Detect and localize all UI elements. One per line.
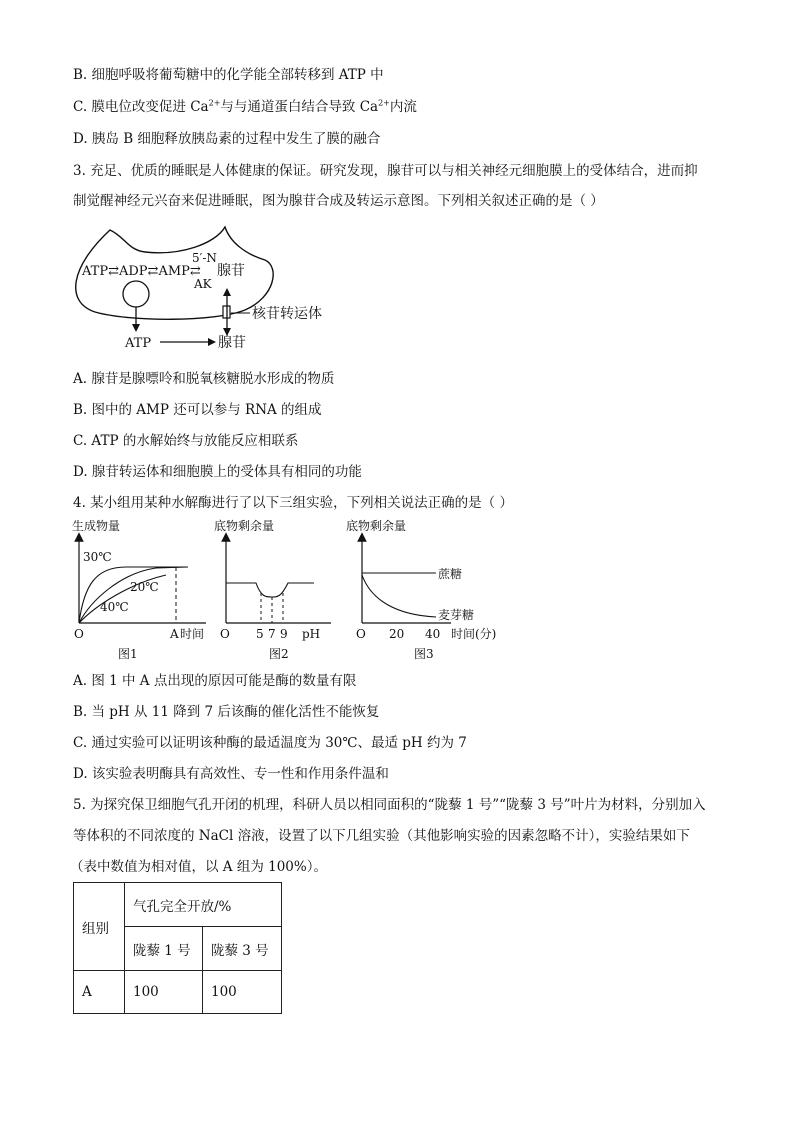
cell-longli-3: 100: [203, 971, 282, 1014]
option-3a: A. 腺苷是腺嘌呤和脱氧核糖脱水形成的物质: [73, 371, 335, 387]
question-5-stem-line1: 5. 为探究保卫细胞气孔开闭的机理，科研人员以相同面积的“陇藜 1 号”“陇藜 3 号”叶片为材料，分别加入: [73, 797, 706, 813]
fig3-ylabel: 底物剩余量: [346, 519, 407, 533]
fig2-ylabel: 底物剩余量: [214, 519, 275, 533]
option-3c: C. ATP 的水解始终与放能反应相联系: [73, 433, 299, 449]
enzyme-ak-label: AK: [194, 277, 212, 291]
fig3-series-maltose: 麦芽糖: [438, 608, 475, 622]
fig1-ylabel: 生成物量: [72, 519, 121, 533]
figure-1: [72, 518, 206, 661]
header-longli-1: 陇藜 1 号: [125, 927, 203, 971]
enzyme-5n-label: 5′-N: [192, 251, 217, 265]
fig1-caption: 图1: [118, 647, 138, 661]
fig3-series-sucrose: 蔗糖: [438, 567, 463, 581]
fig2-caption: 图2: [269, 647, 289, 661]
option-4a: A. 图 1 中 A 点出现的原因可能是酶的数量有限: [73, 673, 357, 689]
fig3-maltose-curve: [362, 575, 436, 617]
curve-20c: [79, 567, 188, 623]
question-3-stem-line2: 制觉醒神经元兴奋来促进睡眠，图为腺苷合成及转运示意图。下列相关叙述正确的是（ ）: [73, 193, 604, 209]
fig3-caption: 图3: [414, 647, 434, 661]
cell-group: A: [74, 971, 125, 1014]
adenosine-diagram: [70, 222, 360, 357]
option-2b: B. 细胞呼吸将葡萄糖中的化学能全部转移到 ATP 中: [73, 67, 384, 83]
fig2-tick-9: 9: [280, 627, 288, 641]
fig1-point-a: A: [170, 627, 179, 641]
vesicle: [123, 281, 149, 307]
atp-outside-label: ATP: [125, 336, 152, 351]
fig2-origin: O: [220, 627, 230, 641]
fig1-curve-40-label: 40℃: [100, 600, 129, 614]
figure-3: [346, 518, 496, 661]
question-4-stem: 4. 某小组用某种水解酶进行了以下三组实验，下列相关说法正确的是（ ）: [73, 495, 513, 511]
fig1-curve-20-label: 20℃: [130, 580, 159, 594]
table-row: [74, 971, 282, 1014]
fig1-xlabel: 时间: [180, 627, 205, 641]
curve-30c: [79, 567, 188, 623]
nucleoside-transporter-label: 核苷转运体: [252, 306, 322, 322]
option-3d: D. 腺苷转运体和细胞膜上的受体具有相同的功能: [73, 464, 362, 480]
question-3-stem-line1: 3. 充足、优质的睡眠是人体健康的保证。研究发现，腺苷可以与相关神经元细胞膜上的受体结合，进而抑: [73, 163, 698, 179]
atp-adp-amp-chain: ATP⇄ADP⇄AMP⇄: [82, 264, 201, 279]
fig1-origin: O: [74, 627, 84, 641]
cell-longli-1: 100: [125, 971, 203, 1014]
header-longli-3: 陇藜 3 号: [203, 927, 282, 971]
adenosine-inside-label: 腺苷: [217, 263, 245, 279]
option-4d: D. 该实验表明酶具有高效性、专一性和作用条件温和: [73, 766, 389, 782]
fig2-tick-5: 5: [256, 627, 264, 641]
header-stomata-open: 气孔完全开放/%: [125, 883, 282, 927]
fig2-xlabel: pH: [302, 627, 321, 641]
fig2-tick-7: 7: [268, 627, 276, 641]
fig3-tick-20: 20: [389, 627, 405, 641]
enzyme-figures: [66, 515, 526, 665]
fig3-origin: O: [356, 627, 366, 641]
fig1-curve-30-label: 30℃: [83, 550, 112, 564]
option-2c: C. 膜电位改变促进 $Ca^{2+}$与与通道蛋白结合导致 $Ca^{2+}$内流: [73, 98, 417, 115]
question-5-stem-line2: 等体积的不同浓度的 NaCl 溶液，设置了以下几组实验（其他影响实验的因素忽略不计），实验结果如下: [73, 828, 690, 844]
figure-2: [214, 518, 331, 661]
question-5-stem-line3: （表中数值为相对值，以 A 组为 100%）。: [70, 859, 327, 875]
experiment-table: [73, 882, 282, 1014]
fig3-xlabel: 时间(分): [451, 627, 497, 641]
fig3-tick-40: 40: [425, 627, 441, 641]
header-group: 组别: [74, 883, 125, 971]
option-2d: D. 胰岛 B 细胞释放胰岛素的过程中发生了膜的融合: [73, 131, 381, 147]
adenosine-outside-label: 腺苷: [218, 335, 246, 351]
option-4c: C. 通过实验可以证明该种酶的最适温度为 30℃、最适 pH 约为 7: [73, 735, 467, 751]
fig2-curve: [226, 583, 314, 597]
option-3b: B. 图中的 AMP 还可以参与 RNA 的组成: [73, 402, 322, 418]
option-4b: B. 当 pH 从 11 降到 7 后该酶的催化活性不能恢复: [73, 704, 380, 720]
